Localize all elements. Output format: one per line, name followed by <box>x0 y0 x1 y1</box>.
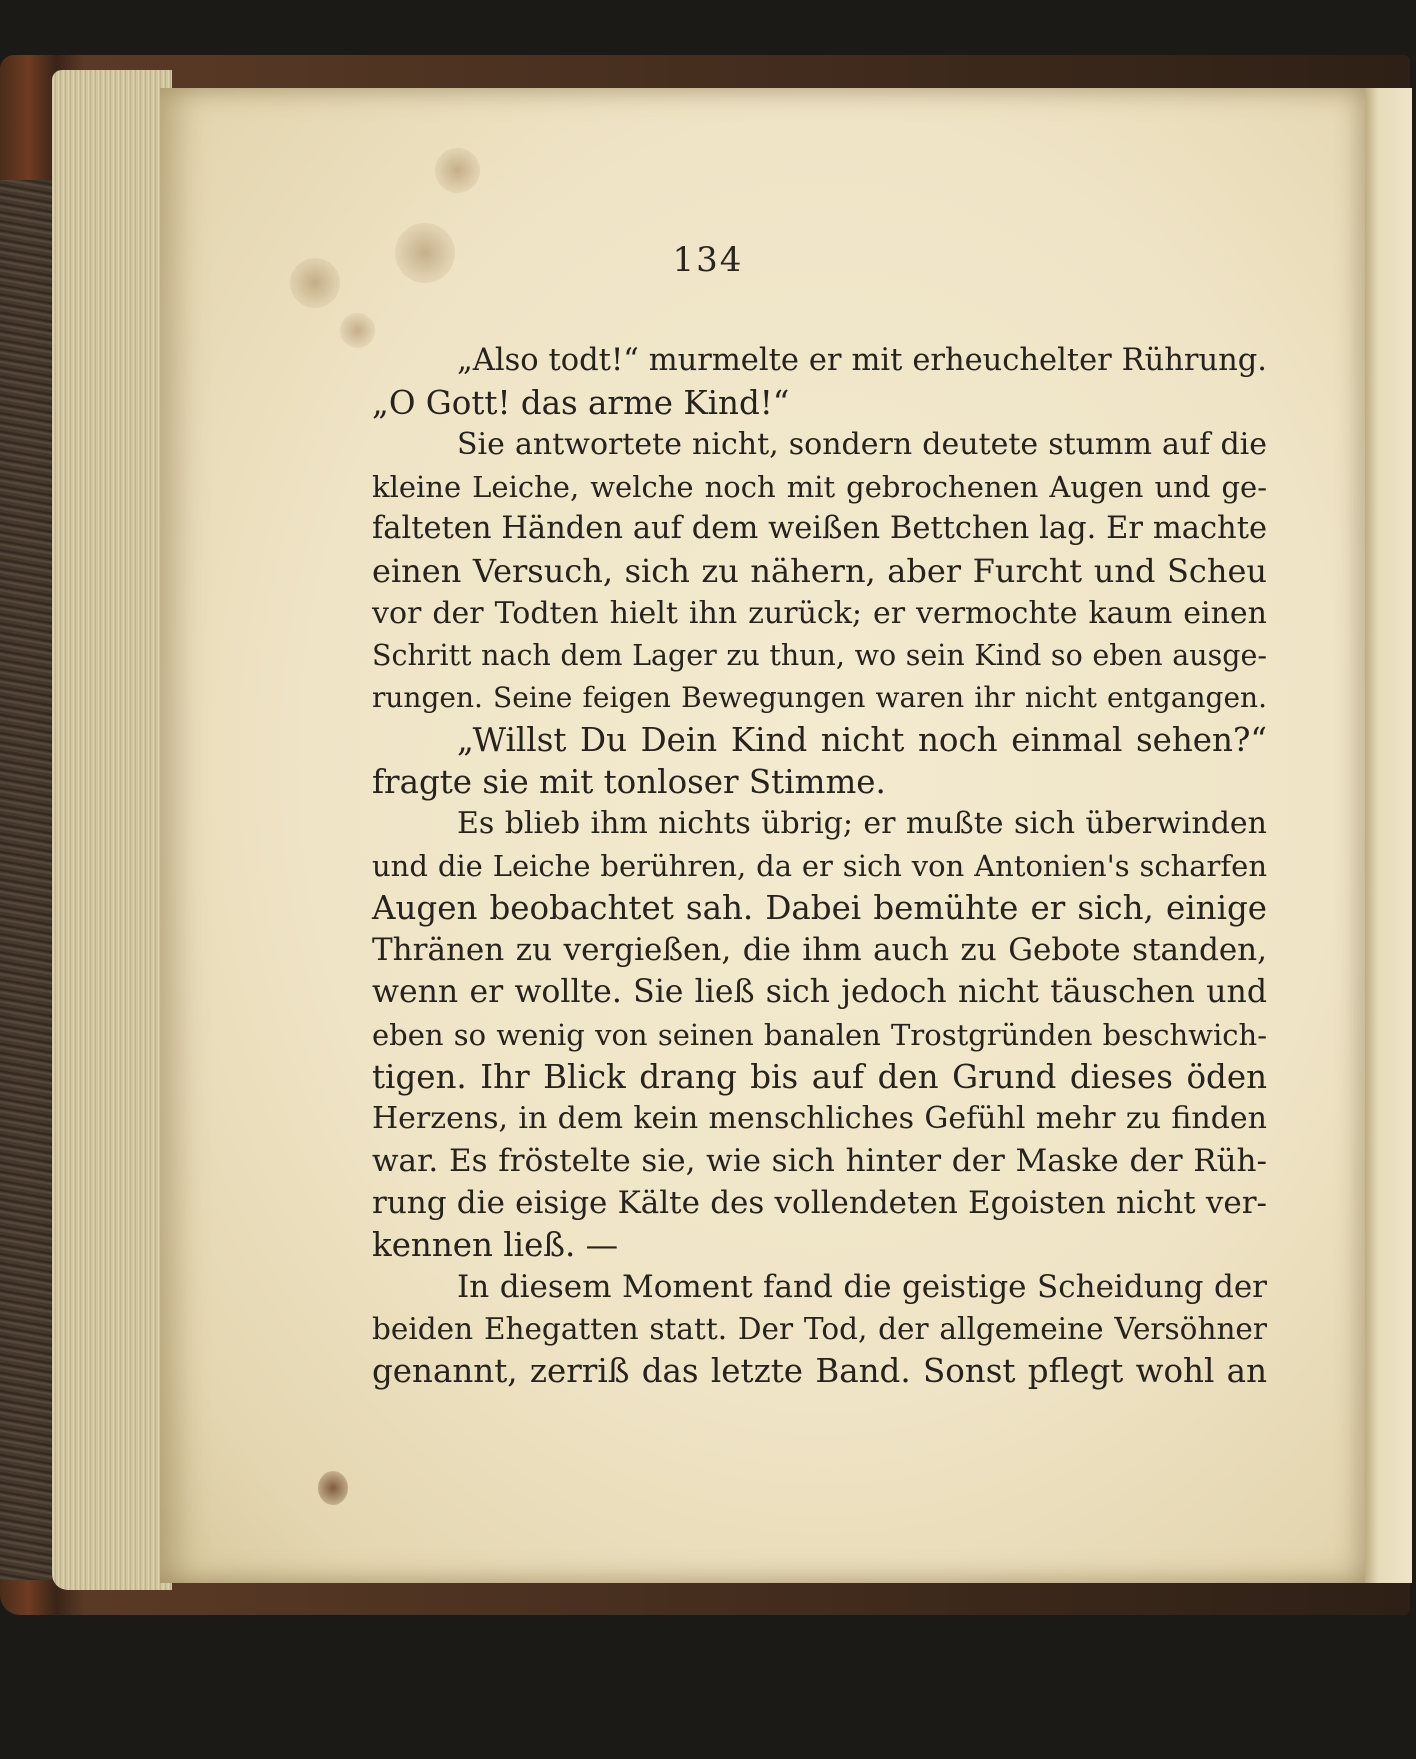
page-edges <box>52 70 172 1590</box>
text-line: kennen ließ. — <box>372 1225 619 1264</box>
text-line: genannt, zerriß das letzte Band. Sonst pflegt wohl an <box>372 1352 1267 1391</box>
text-line: „O Gott! das arme Kind!“ <box>372 384 790 423</box>
page-number: 134 <box>672 240 744 280</box>
next-page-edge <box>1362 88 1412 1583</box>
book-spine <box>0 180 55 1580</box>
text-line: tigen. Ihr Blick drang bis auf den Grund dieses öden <box>372 1057 1267 1096</box>
text-line: rung die eisige Kälte des vollendeten Egoisten nicht ver- <box>372 1184 1267 1221</box>
text-line: In diesem Moment fand die geistige Scheidung der <box>457 1269 1267 1306</box>
text-line: kleine Leiche, welche noch mit gebrochenen Augen und ge- <box>372 470 1267 505</box>
text-line: Sie antwortete nicht, sondern deutete stumm auf die <box>457 427 1267 463</box>
text-line: „Also todt!“ murmelte er mit erheuchelter Rührung. <box>457 343 1267 378</box>
text-line: vor der Todten hielt ihn zurück; er vermochte kaum einen <box>372 595 1267 631</box>
text-line: Schritt nach dem Lager zu thun, wo sein Kind so eben ausge- <box>372 638 1267 672</box>
text-line: „Willst Du Dein Kind nicht noch einmal sehen?“ <box>457 720 1267 759</box>
text-line: Herzens, in dem kein menschliches Gefühl mehr zu finden <box>372 1100 1267 1136</box>
text-line: eben so wenig von seinen banalen Trostgründen beschwich- <box>372 1017 1267 1052</box>
text-line: wenn er wollte. Sie ließ sich jedoch nicht täuschen und <box>372 974 1267 1011</box>
text-line: Thränen zu vergießen, die ihm auch zu Gebote standen, <box>372 932 1267 969</box>
foxing-stain <box>340 313 375 348</box>
text-line: beiden Ehegatten statt. Der Tod, der allgemeine Versöhner <box>372 1312 1267 1347</box>
text-line: war. Es fröstelte sie, wie sich hinter der Maske der Rüh- <box>372 1142 1267 1179</box>
text-line: und die Leiche berühren, da er sich von Antonien's scharfen <box>372 849 1267 884</box>
text-line: Es blieb ihm nichts übrig; er mußte sich überwinden <box>457 806 1267 842</box>
ink-spot <box>318 1471 348 1505</box>
body-text <box>372 340 1267 1392</box>
foxing-stain <box>435 148 480 193</box>
text-line: falteten Händen auf dem weißen Bettchen lag. Er machte <box>372 511 1267 547</box>
text-line: Augen beobachtet sah. Dabei bemühte er sich, einige <box>372 889 1267 928</box>
text-line: rungen. Seine feigen Bewegungen waren ihr nicht entgangen. <box>372 680 1267 714</box>
text-line: einen Versuch, sich zu nähern, aber Furcht und Scheu <box>372 552 1267 591</box>
text-line: fragte sie mit tonloser Stimme. <box>372 762 886 801</box>
